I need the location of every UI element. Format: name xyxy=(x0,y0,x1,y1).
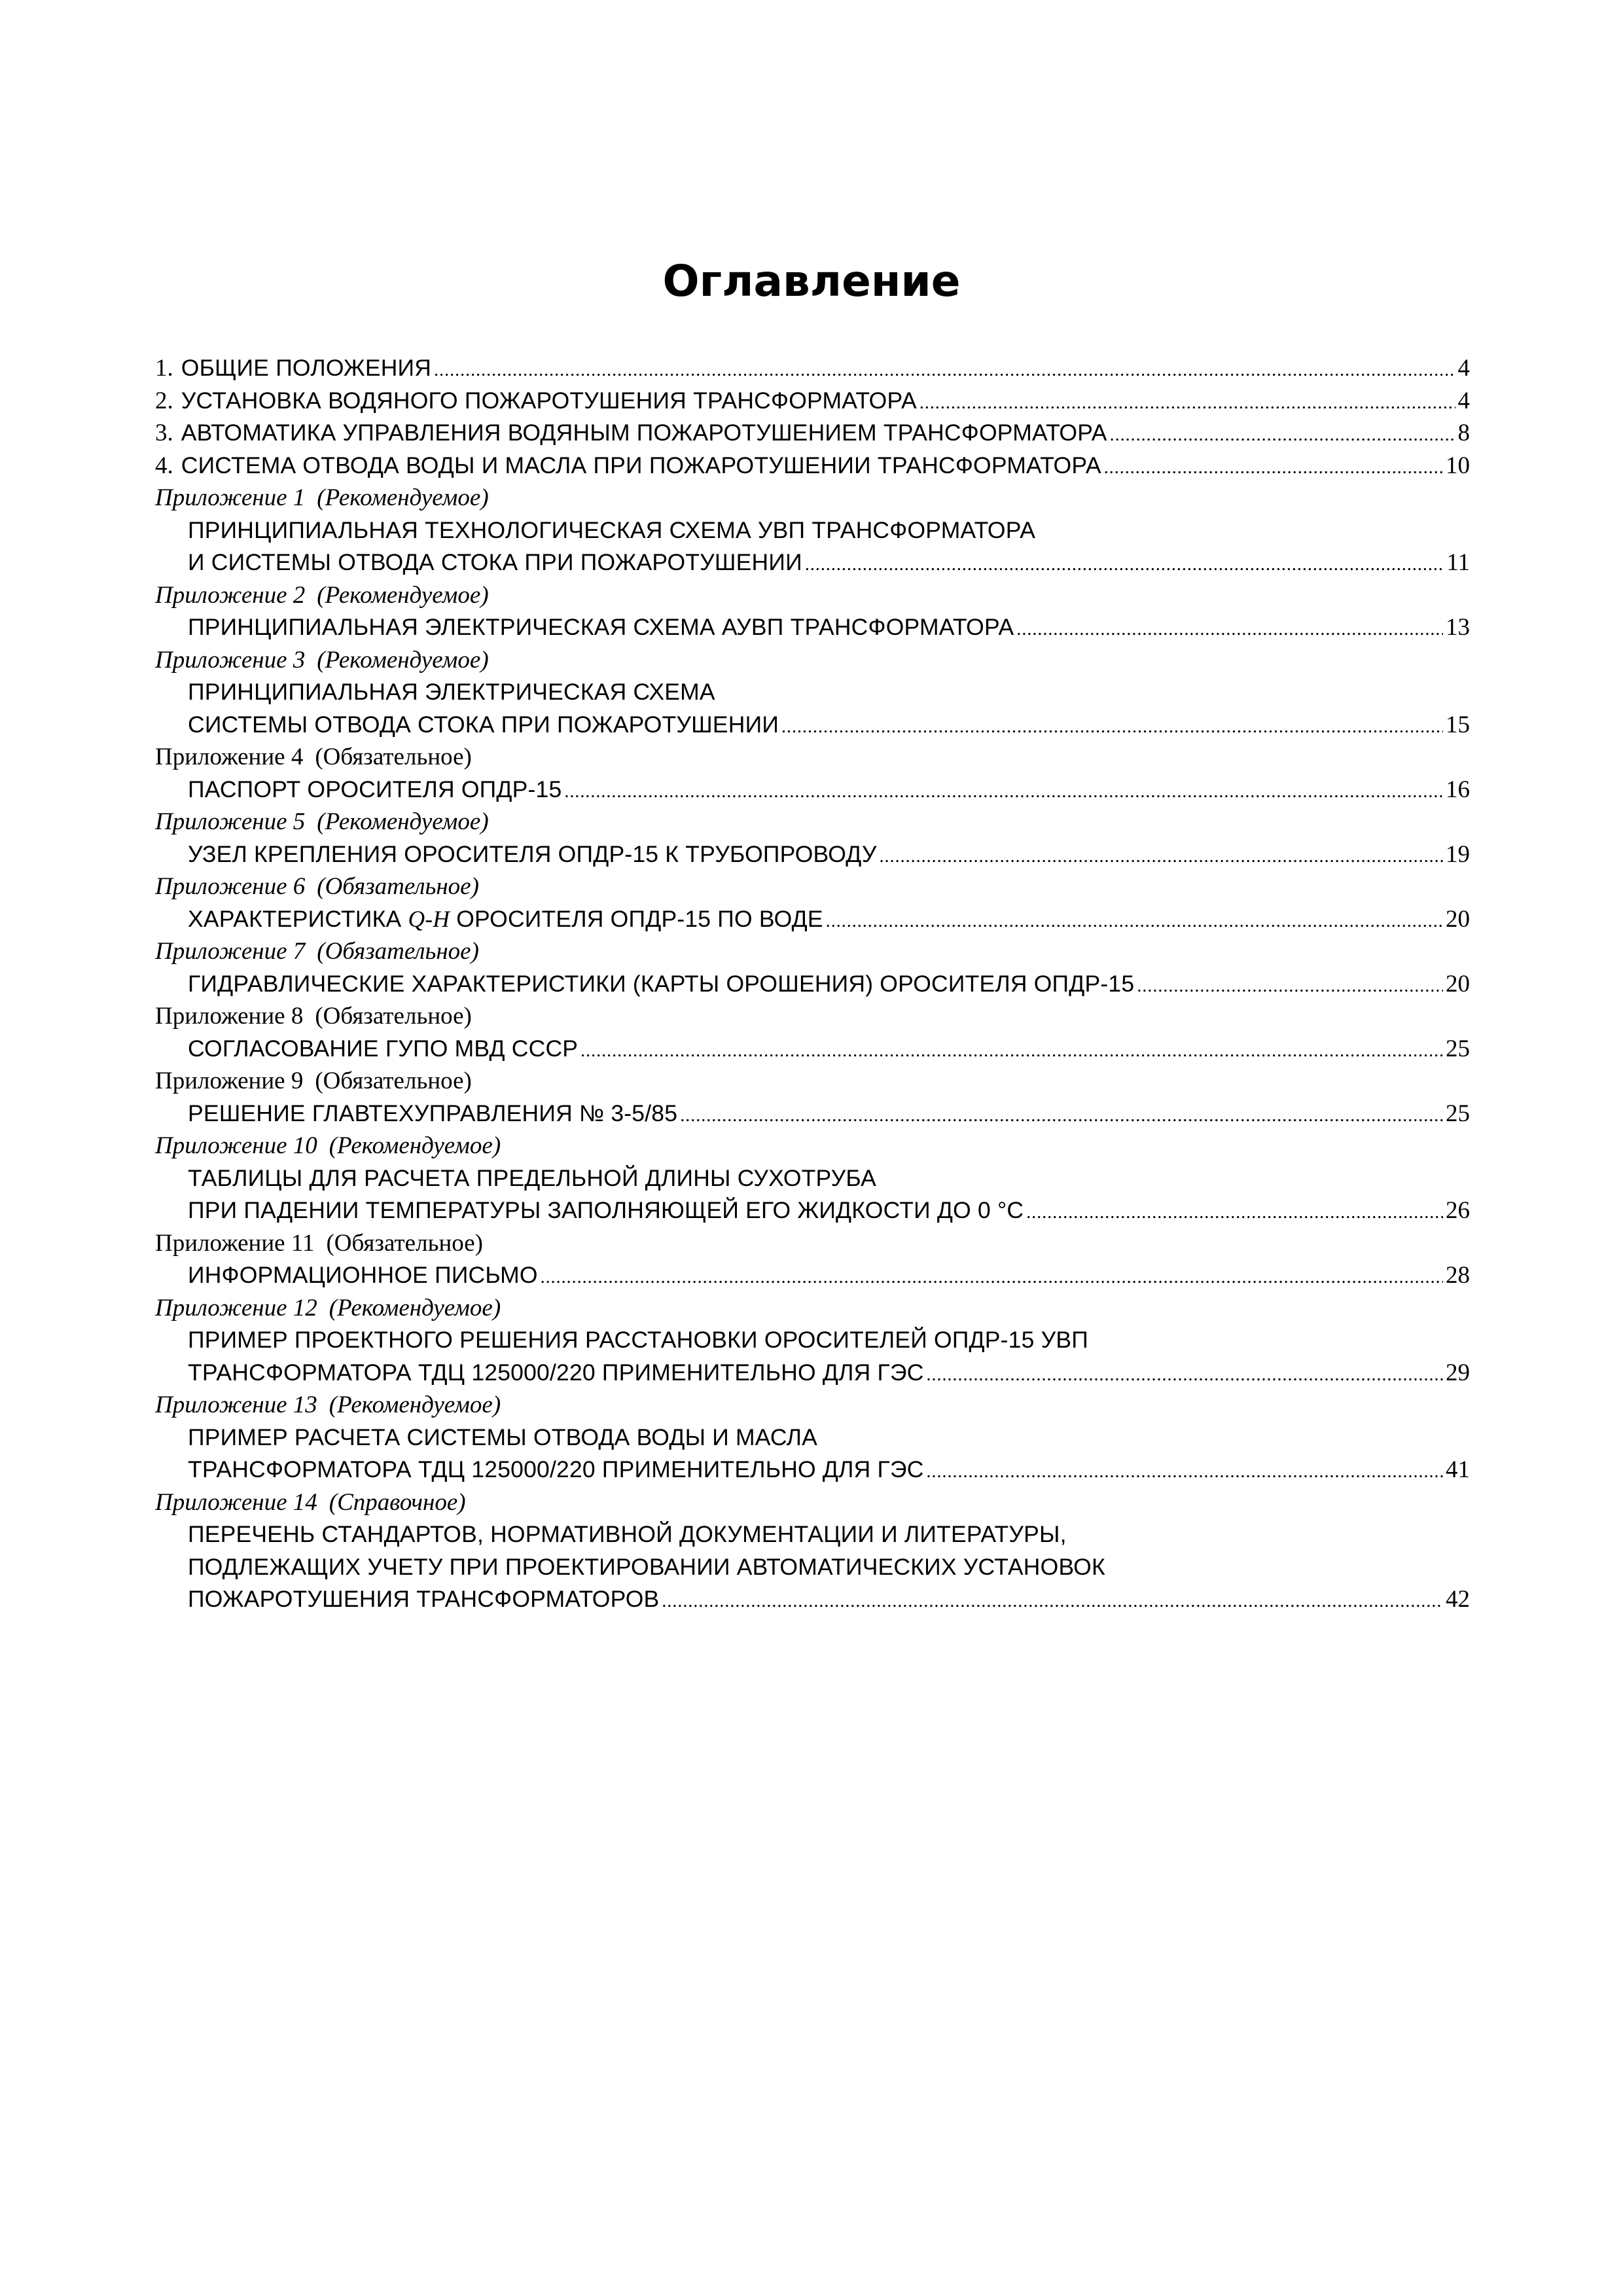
page-number: 19 xyxy=(1446,840,1470,868)
entry-title: ПОДЛЕЖАЩИХ УЧЕТУ ПРИ ПРОЕКТИРОВАНИИ АВТОМАТИЧЕСКИХ УСТАНОВОК xyxy=(188,1553,1105,1580)
toc-entry[interactable] xyxy=(155,611,1470,644)
toc-entry[interactable] xyxy=(155,1583,1470,1616)
appendix-label: Приложение 3 xyxy=(155,646,306,673)
dot-leader xyxy=(1137,970,1443,1003)
toc-entry[interactable] xyxy=(155,1259,1470,1292)
dot-leader xyxy=(1110,419,1455,452)
appendix-heading xyxy=(155,1389,1470,1422)
appendix-note: (Обязательное) xyxy=(315,1003,472,1030)
appendix-label: Приложение 13 xyxy=(155,1391,317,1418)
appendix-note: (Обязательное) xyxy=(317,873,479,900)
entry-title: ТАБЛИЦЫ ДЛЯ РАСЧЕТА ПРЕДЕЛЬНОЙ ДЛИНЫ СУХОТРУБА xyxy=(188,1164,876,1191)
toc-entry[interactable] xyxy=(155,1098,1470,1130)
appendix-heading xyxy=(155,870,1470,903)
toc-entry[interactable] xyxy=(155,1454,1470,1486)
entry-title: ПЕРЕЧЕНЬ СТАНДАРТОВ, НОРМАТИВНОЙ ДОКУМЕНТАЦИИ И ЛИТЕРАТУРЫ, xyxy=(188,1521,1067,1547)
appendix-heading xyxy=(155,935,1470,968)
appendix-heading xyxy=(155,1065,1470,1098)
appendix-label: Приложение 8 xyxy=(155,1003,304,1030)
entry-title: ПРИНЦИПИАЛЬНАЯ ЭЛЕКТРИЧЕСКАЯ СХЕМА xyxy=(188,679,715,705)
appendix-heading xyxy=(155,1292,1470,1325)
appendix-label: Приложение 9 xyxy=(155,1067,304,1094)
page-number: 20 xyxy=(1446,905,1470,933)
entry-title: ПРИНЦИПИАЛЬНАЯ ТЕХНОЛОГИЧЕСКАЯ СХЕМА УВП ТРАНСФОРМАТОРА xyxy=(188,516,1036,543)
entry-title: ТРАНСФОРМАТОРА ТДЦ 125000/220 ПРИМЕНИТЕЛЬНО ДЛЯ ГЭС xyxy=(188,1456,924,1482)
appendix-heading xyxy=(155,482,1470,514)
entry-title-part: ОРОСИТЕЛЯ ОПДР-15 ПО ВОДЕ xyxy=(450,905,823,932)
appendix-label: Приложение 7 xyxy=(155,938,306,965)
dot-leader xyxy=(927,1359,1443,1391)
appendix-label: Приложение 12 xyxy=(155,1294,317,1321)
dot-leader xyxy=(1104,452,1443,484)
page-number: 4 xyxy=(1457,355,1470,382)
page-number: 41 xyxy=(1446,1456,1470,1483)
appendix-note: (Рекомендуемое) xyxy=(329,1132,501,1159)
toc-entry[interactable] xyxy=(155,1357,1470,1390)
appendix-note: (Рекомендуемое) xyxy=(317,484,489,511)
entry-title: ПРИНЦИПИАЛЬНАЯ ЭЛЕКТРИЧЕСКАЯ СХЕМА АУВП ТРАНСФОРМАТОРА xyxy=(188,614,1014,640)
entry-title: ПАСПОРТ ОРОСИТЕЛЯ ОПДР-15 xyxy=(188,776,562,802)
toc-entry[interactable] xyxy=(155,1033,1470,1066)
table-of-contents xyxy=(155,352,1470,1616)
entry-title: СИСТЕМА ОТВОДА ВОДЫ И МАСЛА ПРИ ПОЖАРОТУШЕНИИ ТРАНСФОРМАТОРА xyxy=(181,452,1101,478)
page-number: 26 xyxy=(1446,1197,1470,1224)
entry-title: ПРИМЕР ПРОЕКТНОГО РЕШЕНИЯ РАССТАНОВКИ ОРОСИТЕЛЕЙ ОПДР-15 УВП xyxy=(188,1327,1088,1353)
appendix-label: Приложение 14 xyxy=(155,1488,317,1516)
appendix-label: Приложение 10 xyxy=(155,1132,317,1159)
entry-title: СИСТЕМЫ ОТВОДА СТОКА ПРИ ПОЖАРОТУШЕНИИ xyxy=(188,711,779,738)
page-number: 4 xyxy=(1457,387,1470,414)
appendix-heading xyxy=(155,1000,1470,1033)
appendix-heading xyxy=(155,741,1470,774)
page-number: 11 xyxy=(1446,549,1470,576)
dot-leader xyxy=(880,840,1443,873)
appendix-note: (Рекомендуемое) xyxy=(329,1391,501,1418)
toc-entry[interactable] xyxy=(155,1194,1470,1227)
appendix-note: (Обязательное) xyxy=(317,938,479,965)
appendix-note: (Обязательное) xyxy=(315,1067,472,1094)
entry-title: И СИСТЕМЫ ОТВОДА СТОКА ПРИ ПОЖАРОТУШЕНИИ xyxy=(188,549,802,575)
page-number: 25 xyxy=(1446,1100,1470,1127)
page-number: 8 xyxy=(1457,420,1470,446)
entry-title: ТРАНСФОРМАТОРА ТДЦ 125000/220 ПРИМЕНИТЕЛЬНО ДЛЯ ГЭС xyxy=(188,1359,924,1386)
entry-number: 4. xyxy=(155,452,173,479)
dot-leader xyxy=(781,711,1443,744)
page-number: 25 xyxy=(1446,1035,1470,1062)
page-title: Оглавление xyxy=(662,256,961,306)
page-number: 28 xyxy=(1446,1262,1470,1289)
appendix-heading xyxy=(155,1130,1470,1162)
appendix-label: Приложение 4 xyxy=(155,744,304,770)
toc-entry-text xyxy=(155,514,1470,547)
toc-entry-text xyxy=(155,1162,1470,1195)
appendix-note: (Обязательное) xyxy=(315,744,472,770)
page-number: 15 xyxy=(1446,711,1470,738)
appendix-label: Приложение 1 xyxy=(155,484,306,511)
entry-title: ПРИМЕР РАСЧЕТА СИСТЕМЫ ОТВОДА ВОДЫ И МАСЛА xyxy=(188,1424,817,1450)
dot-leader xyxy=(919,387,1455,420)
appendix-note: (Рекомендуемое) xyxy=(329,1294,501,1321)
entry-number: 2. xyxy=(155,387,173,414)
page-number: 20 xyxy=(1446,970,1470,997)
toc-entry-text xyxy=(155,676,1470,709)
toc-entry[interactable] xyxy=(155,417,1470,450)
toc-entry[interactable] xyxy=(155,903,1470,936)
dot-leader xyxy=(927,1456,1443,1488)
appendix-note: (Рекомендуемое) xyxy=(317,646,489,673)
appendix-heading xyxy=(155,1486,1470,1519)
page-number: 42 xyxy=(1446,1586,1470,1613)
appendix-heading xyxy=(155,579,1470,612)
page-number: 10 xyxy=(1446,452,1470,479)
entry-title: ОБЩИЕ ПОЛОЖЕНИЯ xyxy=(181,355,432,381)
appendix-note: (Рекомендуемое) xyxy=(317,581,489,609)
dot-leader xyxy=(680,1100,1443,1132)
entry-title: ПОЖАРОТУШЕНИЯ ТРАНСФОРМАТОРОВ xyxy=(188,1586,660,1612)
entry-title: РЕШЕНИЕ ГЛАВТЕХУПРАВЛЕНИЯ № 3-5/85 xyxy=(188,1100,678,1126)
entry-title-part: ХАРАКТЕРИСТИКА xyxy=(188,905,408,932)
appendix-label: Приложение 5 xyxy=(155,808,306,835)
toc-entry[interactable] xyxy=(155,968,1470,1001)
dot-leader xyxy=(826,905,1443,938)
entry-number: 1. xyxy=(155,355,173,382)
dot-leader xyxy=(662,1585,1443,1618)
appendix-label: Приложение 6 xyxy=(155,873,306,900)
dot-leader xyxy=(564,776,1443,808)
page-number: 29 xyxy=(1446,1359,1470,1386)
page-number: 16 xyxy=(1446,776,1470,803)
appendix-note: (Обязательное) xyxy=(326,1229,483,1257)
appendix-heading xyxy=(155,806,1470,838)
entry-number: 3. xyxy=(155,420,173,446)
toc-entry[interactable] xyxy=(155,450,1470,482)
toc-entry[interactable] xyxy=(155,547,1470,579)
appendix-label: Приложение 2 xyxy=(155,581,306,609)
toc-entry[interactable] xyxy=(155,385,1470,418)
toc-entry[interactable] xyxy=(155,838,1470,871)
page-number: 13 xyxy=(1446,614,1470,641)
entry-title: СОГЛАСОВАНИЕ ГУПО МВД СССР xyxy=(188,1035,579,1062)
entry-title: УСТАНОВКА ВОДЯНОГО ПОЖАРОТУШЕНИЯ ТРАНСФОРМАТОРА xyxy=(181,387,917,414)
dot-leader xyxy=(580,1035,1443,1067)
dot-leader xyxy=(434,354,1455,387)
toc-entry-text xyxy=(155,1324,1470,1357)
appendix-note: (Справочное) xyxy=(329,1488,466,1516)
entry-title xyxy=(188,903,823,936)
dot-leader xyxy=(1026,1196,1443,1229)
toc-entry[interactable] xyxy=(155,774,1470,806)
appendix-heading xyxy=(155,644,1470,677)
appendix-heading xyxy=(155,1227,1470,1260)
entry-title: УЗЕЛ КРЕПЛЕНИЯ ОРОСИТЕЛЯ ОПДР-15 К ТРУБОПРОВОДУ xyxy=(188,840,877,867)
dot-leader xyxy=(1016,613,1443,646)
toc-entry-text xyxy=(155,1518,1470,1551)
entry-title: ПРИ ПАДЕНИИ ТЕМПЕРАТУРЫ ЗАПОЛНЯЮЩЕЙ ЕГО ЖИДКОСТИ ДО 0 °С xyxy=(188,1197,1024,1223)
appendix-note: (Рекомендуемое) xyxy=(317,808,489,835)
entry-title: ГИДРАВЛИЧЕСКИЕ ХАРАКТЕРИСТИКИ (КАРТЫ ОРОШЕНИЯ) ОРОСИТЕЛЯ ОПДР-15 xyxy=(188,970,1135,997)
dot-leader xyxy=(541,1261,1443,1294)
entry-title-variable: Q-H xyxy=(408,905,450,932)
appendix-label: Приложение 11 xyxy=(155,1229,315,1257)
toc-entry-text xyxy=(155,1422,1470,1454)
entry-title: АВТОМАТИКА УПРАВЛЕНИЯ ВОДЯНЫМ ПОЖАРОТУШЕНИЕМ ТРАНСФОРМАТОРА xyxy=(181,420,1107,446)
toc-entry[interactable] xyxy=(155,709,1470,742)
entry-title: ИНФОРМАЦИОННОЕ ПИСЬМО xyxy=(188,1262,538,1288)
dot-leader xyxy=(805,548,1444,581)
toc-entry-text xyxy=(155,1551,1470,1584)
toc-entry[interactable] xyxy=(155,352,1470,385)
